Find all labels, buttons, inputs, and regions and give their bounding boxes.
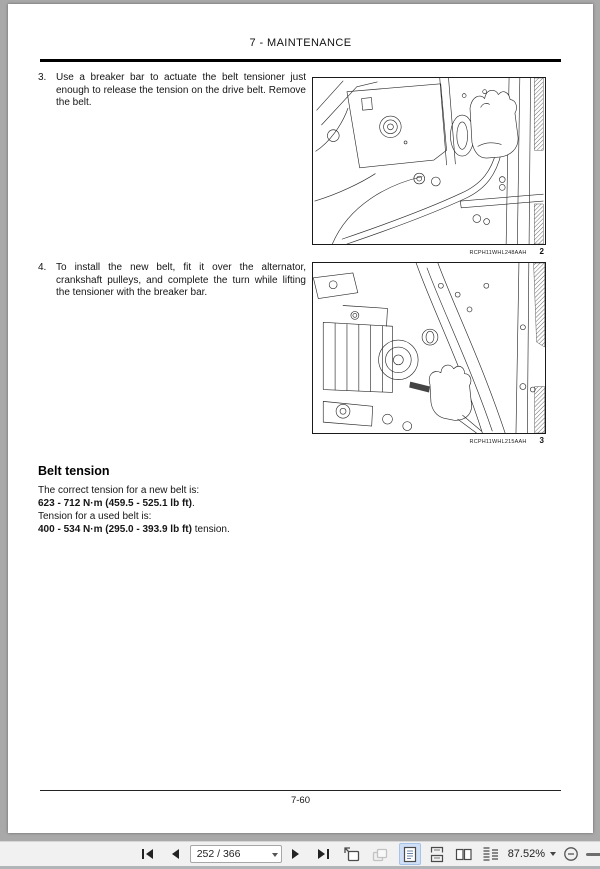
- facing-view-button[interactable]: [453, 843, 475, 865]
- page-number-input[interactable]: [190, 845, 282, 863]
- engine-breaker-bar-drawing: [313, 78, 545, 244]
- last-page-button[interactable]: [315, 844, 333, 864]
- belt-tension-section: [38, 464, 338, 536]
- previous-page-icon: [171, 848, 180, 860]
- belt-tension-line-1: The correct tension for a new belt is:: [38, 485, 200, 496]
- figure-2-illustration: [312, 77, 546, 245]
- first-page-button[interactable]: [139, 844, 157, 864]
- header-rule: [40, 59, 561, 62]
- last-page-icon: [317, 848, 330, 860]
- previous-view-icon: [343, 847, 360, 862]
- previous-page-button[interactable]: [167, 844, 185, 864]
- facing-view-icon: [454, 845, 473, 864]
- single-page-view-button[interactable]: [399, 843, 421, 865]
- continuous-facing-view-button[interactable]: [480, 843, 502, 865]
- step-number: 3.: [38, 72, 47, 83]
- first-page-icon: [141, 848, 154, 860]
- figure-3-number: 3: [539, 436, 544, 445]
- figure-3-reference: RCPH11WHL215AAH: [469, 439, 527, 445]
- belt-tension-heading: Belt tension: [38, 464, 110, 478]
- page-field-caret-icon[interactable]: [272, 853, 278, 857]
- figure-3-illustration: [312, 262, 546, 434]
- zoom-out-button[interactable]: [562, 844, 580, 864]
- figure-3-caption: [312, 436, 546, 445]
- previous-view-button[interactable]: [343, 844, 361, 864]
- pdf-toolbar: [0, 841, 600, 869]
- alternator-tensioner-drawing: [313, 263, 545, 433]
- step-3: [38, 72, 306, 110]
- figure-2: [312, 77, 546, 256]
- footer-page-number: 7-60: [290, 795, 310, 806]
- document-page: [8, 4, 593, 833]
- next-view-button[interactable]: [371, 844, 389, 864]
- step-4: [38, 262, 306, 300]
- single-page-view-icon: [401, 845, 419, 864]
- next-page-icon: [291, 848, 300, 860]
- figure-2-caption: [312, 247, 546, 256]
- figure-2-reference: RCPH11WHL248AAH: [469, 250, 527, 256]
- continuous-facing-view-icon: [481, 845, 500, 864]
- page-number-field: [190, 845, 282, 863]
- zoom-out-icon: [563, 846, 579, 862]
- next-view-icon: [371, 847, 388, 862]
- next-page-button[interactable]: [287, 844, 305, 864]
- figure-3: [312, 262, 546, 445]
- belt-tension-line-4: 400 - 534 N·m (295.0 - 393.9 lb ft) tension.: [38, 524, 230, 535]
- zoom-dropdown-caret-icon[interactable]: [550, 852, 556, 856]
- continuous-view-button[interactable]: [426, 843, 448, 865]
- figure-2-number: 2: [539, 247, 544, 256]
- footer-rule: [40, 790, 561, 791]
- belt-tension-line-3: Tension for a used belt is:: [38, 511, 152, 522]
- zoom-slider[interactable]: [586, 853, 600, 856]
- step-text: To install the new belt, fit it over the alternator, crankshaft pulleys, and complete the turn while lifting the tensioner with the breaker bar.: [56, 262, 306, 298]
- continuous-view-icon: [428, 845, 446, 864]
- step-number: 4.: [38, 262, 47, 273]
- page-header: 7 - MAINTENANCE: [249, 37, 352, 49]
- belt-tension-line-2: 623 - 712 N·m (459.5 - 525.1 lb ft).: [38, 498, 195, 509]
- zoom-level-label: 87.52%: [507, 848, 545, 860]
- step-text: Use a breaker bar to actuate the belt tensioner just enough to release the tension on the drive belt. Remove the belt.: [56, 72, 306, 108]
